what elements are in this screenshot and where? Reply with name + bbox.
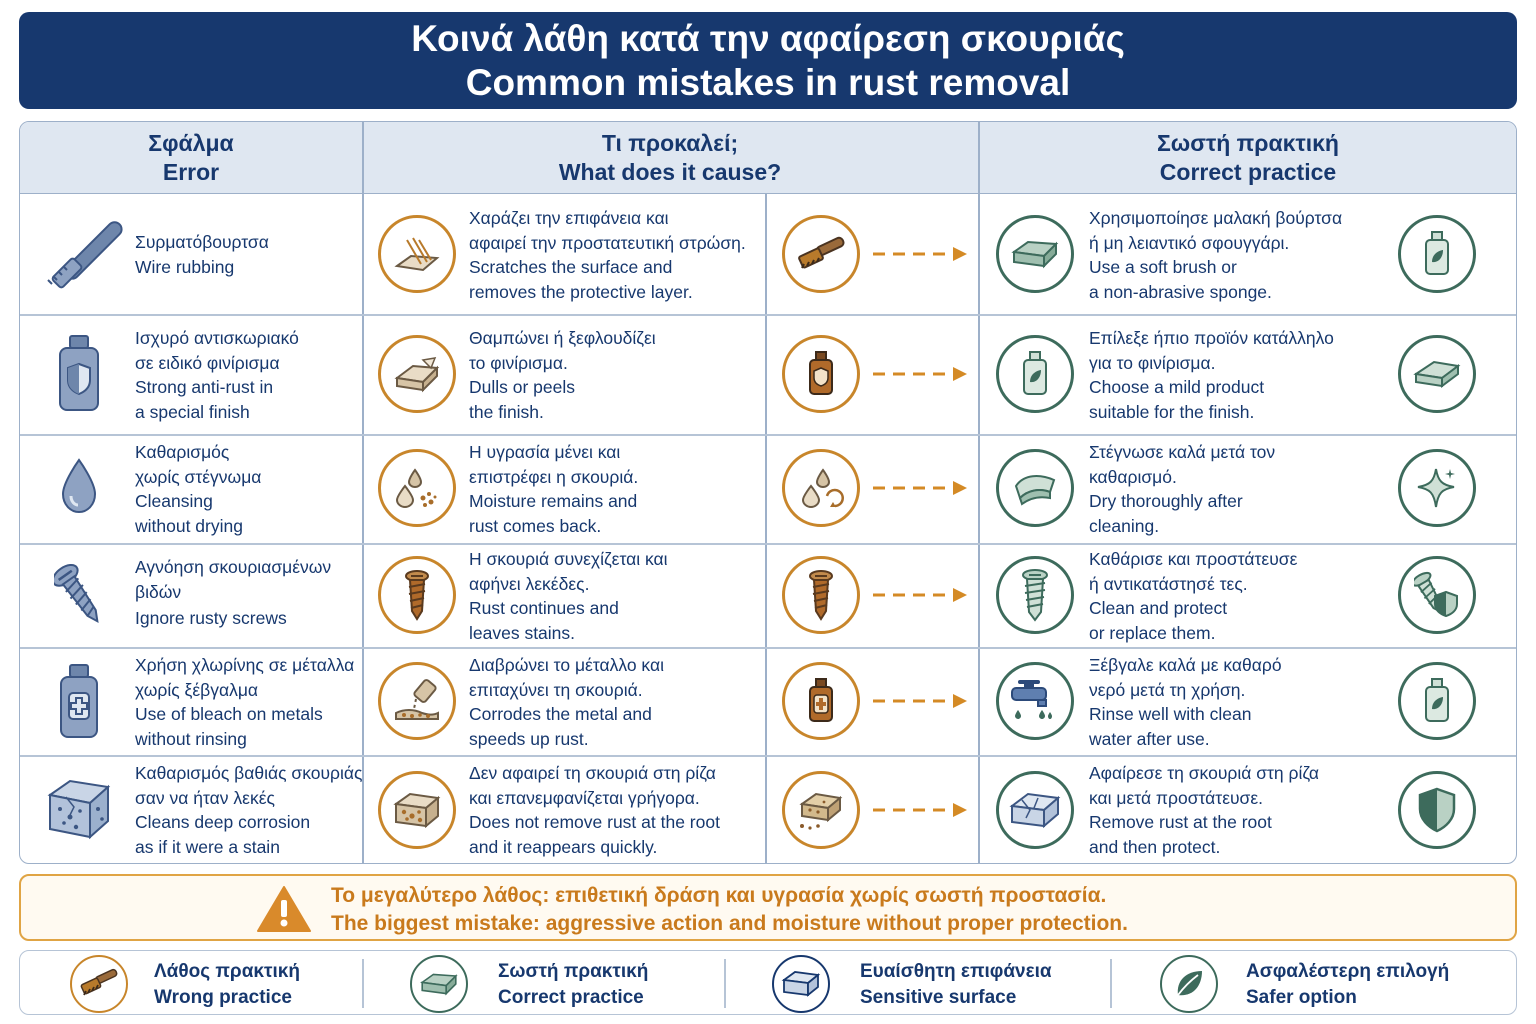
- screw-icon: [54, 561, 104, 629]
- cause-text: Η υγρασία μένει και επιστρέφει η σκουριά. Moisture remains and rust comes back.: [469, 442, 639, 536]
- header-practice: Σωστή πρακτική Correct practice: [1156, 130, 1339, 185]
- bleach-bottle-icon: [58, 663, 100, 741]
- rusty-screw-icon: [378, 556, 456, 634]
- cause-text: Θαμπώνει ή ξεφλουδίζει το φινίρισμα. Dulls or peels the finish.: [469, 328, 656, 422]
- legend-item-safer: [1112, 951, 1518, 1016]
- arrow-icon: [873, 480, 969, 496]
- corrosion-pour-icon: [378, 662, 456, 740]
- cause-text: Η σκουριά συνεχίζεται και αφήνει λεκέδες. Rust continues and leaves stains.: [469, 549, 668, 643]
- shield-icon: [1398, 771, 1476, 849]
- bleach-bottle-icon: [782, 662, 860, 740]
- warning-banner: [19, 874, 1517, 941]
- arrow-icon: [873, 366, 969, 382]
- practice-text: Επίλεξε ήπιο προϊόν κατάλληλο για το φινίρισμα. Choose a mild product suitable for the finish.: [1089, 328, 1334, 422]
- table-row: [20, 543, 1516, 647]
- wire-brush-icon: [42, 214, 132, 296]
- chemical-bottle-icon: [56, 334, 102, 414]
- warning-text: Το μεγαλύτερο λάθος: επιθετική δράση και υγρασία χωρίς σωστή προστασία. The biggest mistake: aggressive action and moisture without proper protection.: [331, 884, 1128, 935]
- table-row: [20, 194, 1516, 314]
- warning-triangle-icon: [256, 885, 312, 933]
- cause-text: Δεν αφαιρεί τη σκουριά στη ρίζα και επανεμφανίζεται γρήγορα. Does not remove rust at the root and it reappears quickly.: [469, 763, 720, 857]
- table-row: [20, 647, 1516, 755]
- sensitive-surface-icon: [772, 955, 830, 1013]
- sparkle-icon: [1398, 449, 1476, 527]
- arrow-icon: [873, 246, 969, 262]
- sponge-icon: [996, 215, 1074, 293]
- table-header: [20, 122, 1516, 194]
- table-row: [20, 755, 1516, 864]
- error-text: Αγνόηση σκουριασμένων βιδών Ignore rusty screws: [135, 557, 332, 628]
- chemical-bottle-icon: [782, 335, 860, 413]
- error-text: Χρήση χλωρίνης σε μέταλλα χωρίς ξέβγαλμα Use of bleach on metals without rinsing: [135, 655, 355, 749]
- eco-bottle-icon: [1398, 662, 1476, 740]
- legend: [19, 950, 1517, 1015]
- legend-label: Λάθος πρακτική Wrong practice: [154, 961, 300, 1008]
- mistakes-table: [19, 121, 1517, 864]
- cause-text: Διαβρώνει το μέταλλο και επιταχύνει τη σκουριά. Corrodes the metal and speeds up rust.: [469, 655, 664, 749]
- clean-screw-icon: [996, 556, 1074, 634]
- practice-text: Χρησιμοποίησε μαλακή βούρτσα ή μη λειαντικό σφουγγάρι. Use a soft brush or a non-abrasive sponge.: [1089, 208, 1343, 302]
- table-row: [20, 434, 1516, 543]
- sponge-icon: [410, 955, 468, 1013]
- practice-text: Στέγνωσε καλά μετά τον καθαρισμό. Dry thoroughly after cleaning.: [1089, 442, 1276, 536]
- finish-surface-icon: [1398, 335, 1476, 413]
- error-text: Καθαρισμός βαθιάς σκουριάς σαν να ήταν λεκές Cleans deep corrosion as if it were a stain: [135, 763, 363, 857]
- practice-text: Καθάρισε και προστάτευσε ή αντικατάστησέ τες. Clean and protect or replace them.: [1089, 549, 1298, 643]
- peeled-finish-icon: [378, 335, 456, 413]
- arrow-icon: [873, 802, 969, 818]
- practice-text: Αφαίρεσε τη σκουριά στη ρίζα και μετά προστάτευσε. Remove rust at the root and then protect.: [1089, 763, 1320, 857]
- eco-bottle-icon: [996, 335, 1074, 413]
- rusty-sponge-icon: [782, 771, 860, 849]
- arrow-icon: [873, 693, 969, 709]
- eco-bottle-icon: [1398, 215, 1476, 293]
- title-banner: [19, 12, 1517, 109]
- cracked-surface-icon: [996, 771, 1074, 849]
- water-drop-icon: [60, 458, 98, 514]
- legend-label: Σωστή πρακτική Correct practice: [498, 961, 649, 1008]
- rusty-screw-icon: [782, 556, 860, 634]
- header-cause: Τι προκαλεί; What does it cause?: [558, 130, 782, 185]
- legend-item-sensitive: [726, 951, 1110, 1016]
- error-text: Καθαρισμός χωρίς στέγνωμα Cleansing without drying: [135, 442, 262, 536]
- cause-text: Χαράζει την επιφάνεια και αφαιρεί την προστατευτική στρώση. Scratches the surface and removes the protective layer.: [469, 208, 746, 302]
- error-text: Συρματόβουρτσα Wire rubbing: [135, 232, 269, 277]
- table-row: [20, 314, 1516, 434]
- arrow-icon: [873, 587, 969, 603]
- dry-cloth-icon: [996, 449, 1074, 527]
- legend-label: Ευαίσθητη επιφάνεια Sensitive surface: [860, 961, 1052, 1008]
- scratched-surface-icon: [378, 215, 456, 293]
- moisture-drops-icon: [378, 449, 456, 527]
- moisture-drops-icon: [782, 449, 860, 527]
- screw-shield-icon: [1398, 556, 1476, 634]
- header-error: Σφάλμα Error: [148, 130, 234, 185]
- wire-brush-icon: [70, 955, 128, 1013]
- water-tap-icon: [996, 662, 1074, 740]
- error-text: Ισχυρό αντισκωριακό σε ειδικό φινίρισμα Strong anti-rust in a special finish: [135, 328, 299, 422]
- title-english: Common mistakes in rust removal: [465, 61, 1071, 103]
- legend-label: Ασφαλέστερη επιλογή Safer option: [1246, 961, 1450, 1008]
- title-greek: Κοινά λάθη κατά την αφαίρεση σκουριάς: [411, 17, 1125, 59]
- rusty-plate-icon: [378, 771, 456, 849]
- practice-text: Ξέβγαλε καλά με καθαρό νερό μετά τη χρήση. Rinse well with clean water after use.: [1089, 655, 1282, 749]
- legend-item-correct: [364, 951, 724, 1016]
- wire-brush-icon: [782, 215, 860, 293]
- leaf-icon: [1160, 955, 1218, 1013]
- corroded-block-icon: [46, 777, 112, 841]
- legend-item-wrong: [20, 951, 360, 1016]
